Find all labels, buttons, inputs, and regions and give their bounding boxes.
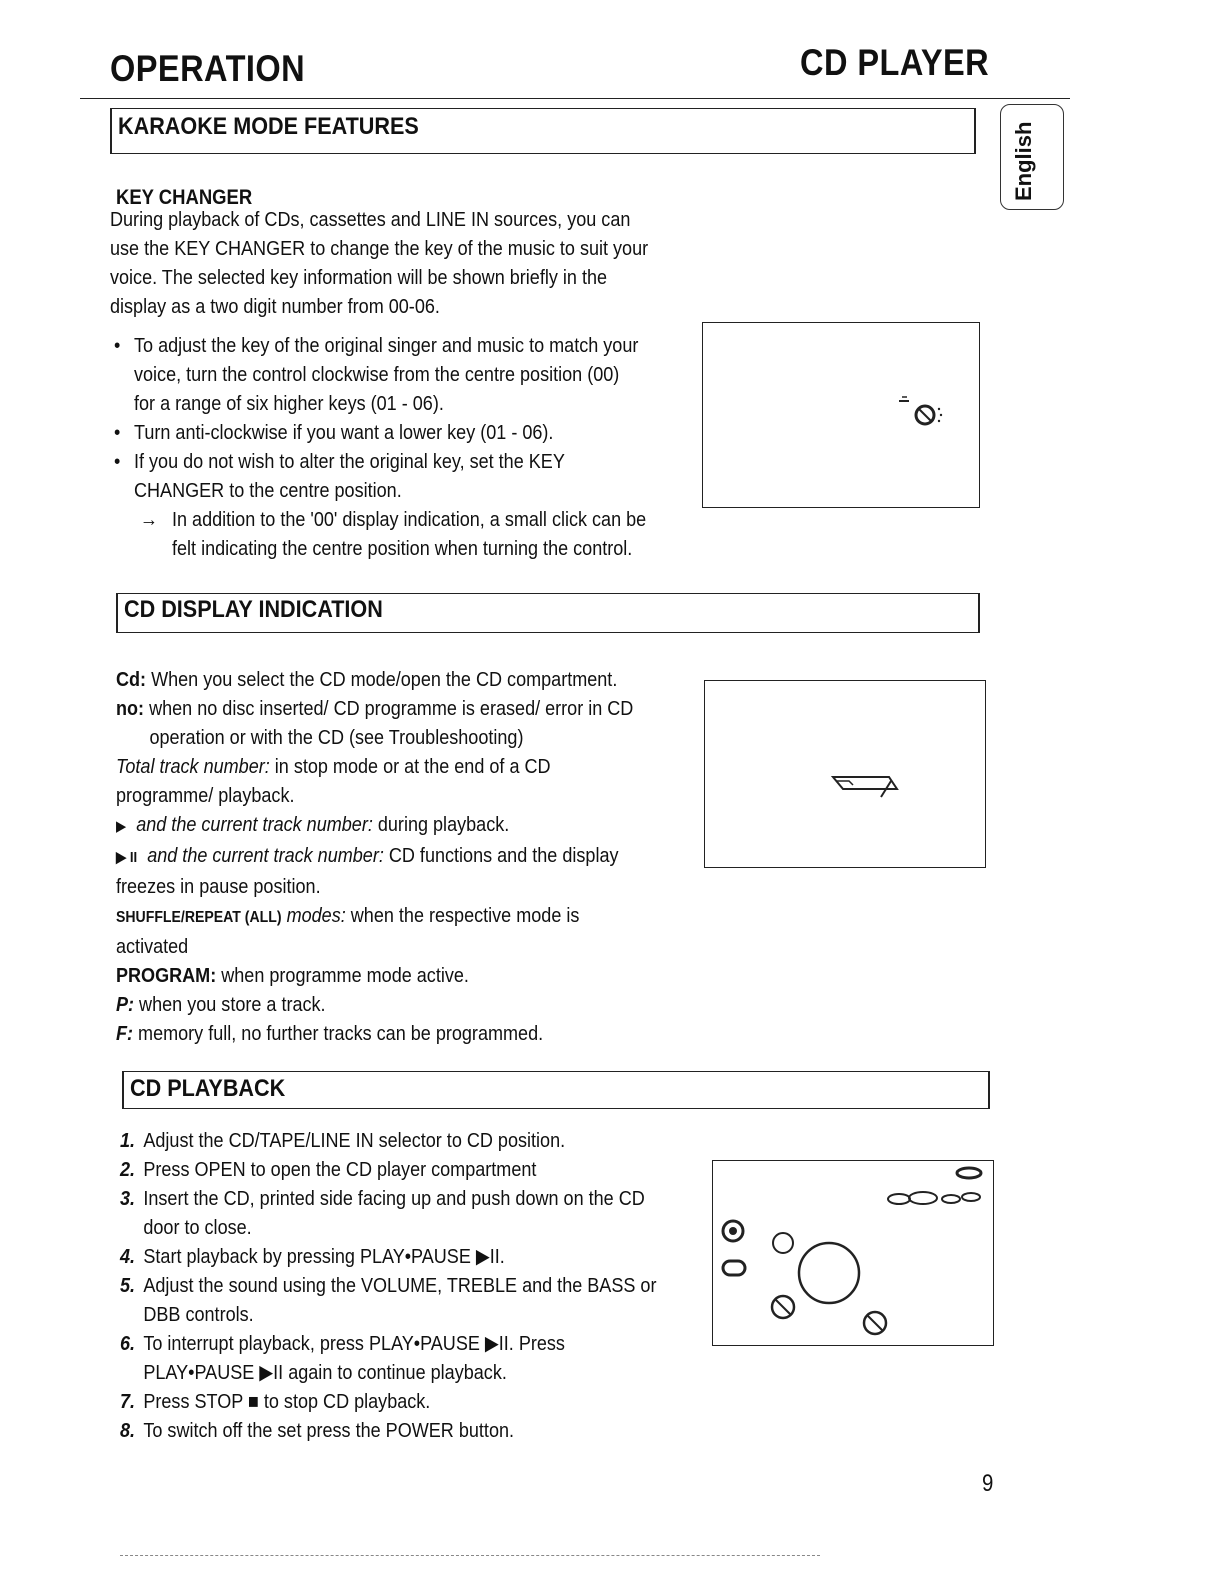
- language-tab: [1000, 104, 1064, 210]
- indication-shuffle-text-2: activated: [116, 935, 189, 958]
- indication-program-text: when programme mode active.: [221, 964, 469, 987]
- indication-shuffle: [116, 901, 633, 932]
- key-knob-icon: [703, 323, 979, 507]
- indication-program-label: PROGRAM:: [116, 964, 217, 987]
- cd-player-controls-illustration: [712, 1160, 994, 1346]
- indication-no-text-2: operation or with the CD (see Troubleshooting): [149, 726, 524, 749]
- indication-shuffle-text: when the respective mode is: [350, 904, 580, 927]
- step-line: Press OPEN to open the CD player compartment: [143, 1158, 537, 1181]
- footer-scan-line: [120, 1555, 820, 1556]
- pause-icon: ▶ II: [116, 849, 138, 866]
- key-changer-intro: [110, 205, 722, 321]
- step-item: [120, 1155, 729, 1184]
- indication-no-text: when no disc inserted/ CD programme is erased/ error in CD: [149, 697, 634, 720]
- page-title-cd-player: CD PLAYER: [800, 42, 990, 83]
- step-line: Adjust the CD/TAPE/LINE IN selector to CD position.: [143, 1129, 566, 1152]
- page-number: 9: [982, 1470, 994, 1497]
- indication-total-text-2: programme/ playback.: [116, 784, 295, 807]
- indication-total-text: in stop mode or at the end of a CD: [274, 755, 551, 778]
- step-item: [120, 1271, 729, 1329]
- indication-shuffle-label: SHUFFLE/REPEAT (ALL): [116, 909, 282, 926]
- section-title-cd-playback: CD PLAYBACK: [130, 1075, 286, 1102]
- intro-line: During playback of CDs, cassettes and LINE IN sources, you can: [110, 208, 631, 231]
- indication-pause-text: CD functions and the display: [388, 844, 619, 867]
- indication-pause-text-2: freezes in pause position.: [116, 875, 321, 898]
- step-line: To interrupt playback, press PLAY•PAUSE ▶II. Press: [143, 1332, 565, 1355]
- step-number: 3.: [120, 1187, 136, 1210]
- section-header-cd-playback: [122, 1071, 990, 1109]
- indication-pause: [116, 841, 633, 872]
- indication-play-label: and the current track number:: [136, 813, 373, 836]
- step-item: [120, 1242, 729, 1271]
- indication-f-text: memory full, no further tracks can be programmed.: [138, 1022, 544, 1045]
- indication-shuffle-modes: modes:: [286, 904, 346, 927]
- indication-p-label: P:: [116, 993, 135, 1016]
- step-line: To switch off the set press the POWER button.: [143, 1419, 515, 1442]
- header-rule: [80, 98, 1070, 99]
- cd-display-illustration: [704, 680, 986, 868]
- step-item: [120, 1416, 729, 1445]
- bullet-item-1: [114, 331, 707, 418]
- note-line: In addition to the '00' display indication, a small click can be: [172, 508, 647, 531]
- intro-line: display as a two digit number from 00-06.: [110, 295, 440, 318]
- bullet-icon: •: [114, 334, 121, 357]
- step-line: Start playback by pressing PLAY•PAUSE ▶II.: [143, 1245, 505, 1268]
- step-line: Press STOP ■ to stop CD playback.: [143, 1390, 431, 1413]
- indication-total: [116, 752, 633, 781]
- bullet-line: CHANGER to the centre position.: [134, 479, 402, 502]
- indication-cd-label: Cd:: [116, 668, 147, 691]
- step-number: 1.: [120, 1129, 136, 1152]
- step-item: [120, 1329, 729, 1387]
- bullet-line: for a range of six higher keys (01 - 06).: [134, 392, 444, 415]
- indication-f: [116, 1019, 633, 1048]
- bullet-line: If you do not wish to alter the original key, set the KEY: [134, 450, 565, 473]
- indication-f-label: F:: [116, 1022, 134, 1045]
- bullet-line: Turn anti-clockwise if you want a lower key (01 - 06).: [134, 421, 554, 444]
- step-number: 8.: [120, 1419, 136, 1442]
- step-line: PLAY•PAUSE ▶II again to continue playback.: [143, 1361, 507, 1384]
- note-line: felt indicating the centre position when turning the control.: [172, 537, 633, 560]
- page-title-operation: OPERATION: [110, 48, 306, 89]
- bullet-list-key-changer: [114, 331, 707, 563]
- language-tab-label: English: [1011, 121, 1036, 201]
- indication-no: [116, 694, 633, 723]
- step-item: [120, 1184, 729, 1242]
- play-icon: ▶: [116, 818, 127, 835]
- section-title-cd-display: CD DISPLAY INDICATION: [124, 596, 383, 623]
- step-item: [120, 1126, 729, 1155]
- arrow-note: [140, 505, 745, 563]
- indication-play: [116, 810, 633, 841]
- cd-playback-steps: [120, 1126, 729, 1445]
- step-number: 2.: [120, 1158, 136, 1181]
- step-number: 4.: [120, 1245, 136, 1268]
- step-line: DBB controls.: [143, 1303, 254, 1326]
- key-changer-illustration: [702, 322, 980, 508]
- bullet-item-3: [114, 447, 707, 505]
- bullet-icon: •: [114, 450, 121, 473]
- step-number: 6.: [120, 1332, 136, 1355]
- indication-pause-label: and the current track number:: [147, 844, 384, 867]
- intro-line: use the KEY CHANGER to change the key of the music to suit your: [110, 237, 649, 260]
- section-header-karaoke: [110, 108, 976, 154]
- cd-compartment-icon: [705, 681, 985, 867]
- cd-display-list: [116, 665, 704, 1048]
- indication-cd: [116, 665, 633, 694]
- indication-play-text: during playback.: [377, 813, 510, 836]
- bullet-line: To adjust the key of the original singer and music to match your: [134, 334, 639, 357]
- step-line: Adjust the sound using the VOLUME, TREBLE and the BASS or: [143, 1274, 657, 1297]
- step-number: 7.: [120, 1390, 136, 1413]
- indication-program: [116, 961, 633, 990]
- indication-total-label: Total track number:: [116, 755, 270, 778]
- cd-player-controls-icon: [713, 1161, 993, 1345]
- intro-line: voice. The selected key information will be shown briefly in the: [110, 266, 608, 289]
- bullet-line: voice, turn the control clockwise from the centre position (00): [134, 363, 620, 386]
- step-item: [120, 1387, 729, 1416]
- indication-cd-text: When you select the CD mode/open the CD compartment.: [151, 668, 618, 691]
- indication-no-label: no:: [116, 697, 145, 720]
- indication-p-text: when you store a track.: [139, 993, 326, 1016]
- step-line: Insert the CD, printed side facing up and push down on the CD: [143, 1187, 645, 1210]
- subheading-key-changer: KEY CHANGER: [116, 186, 253, 209]
- section-title-karaoke: KARAOKE MODE FEATURES: [118, 113, 419, 140]
- section-header-cd-display: [116, 593, 980, 633]
- bullet-item-2: [114, 418, 707, 447]
- bullet-icon: •: [114, 421, 121, 444]
- indication-p: [116, 990, 633, 1019]
- arrow-right-icon: →: [140, 508, 159, 531]
- step-line: door to close.: [143, 1216, 252, 1239]
- step-number: 5.: [120, 1274, 136, 1297]
